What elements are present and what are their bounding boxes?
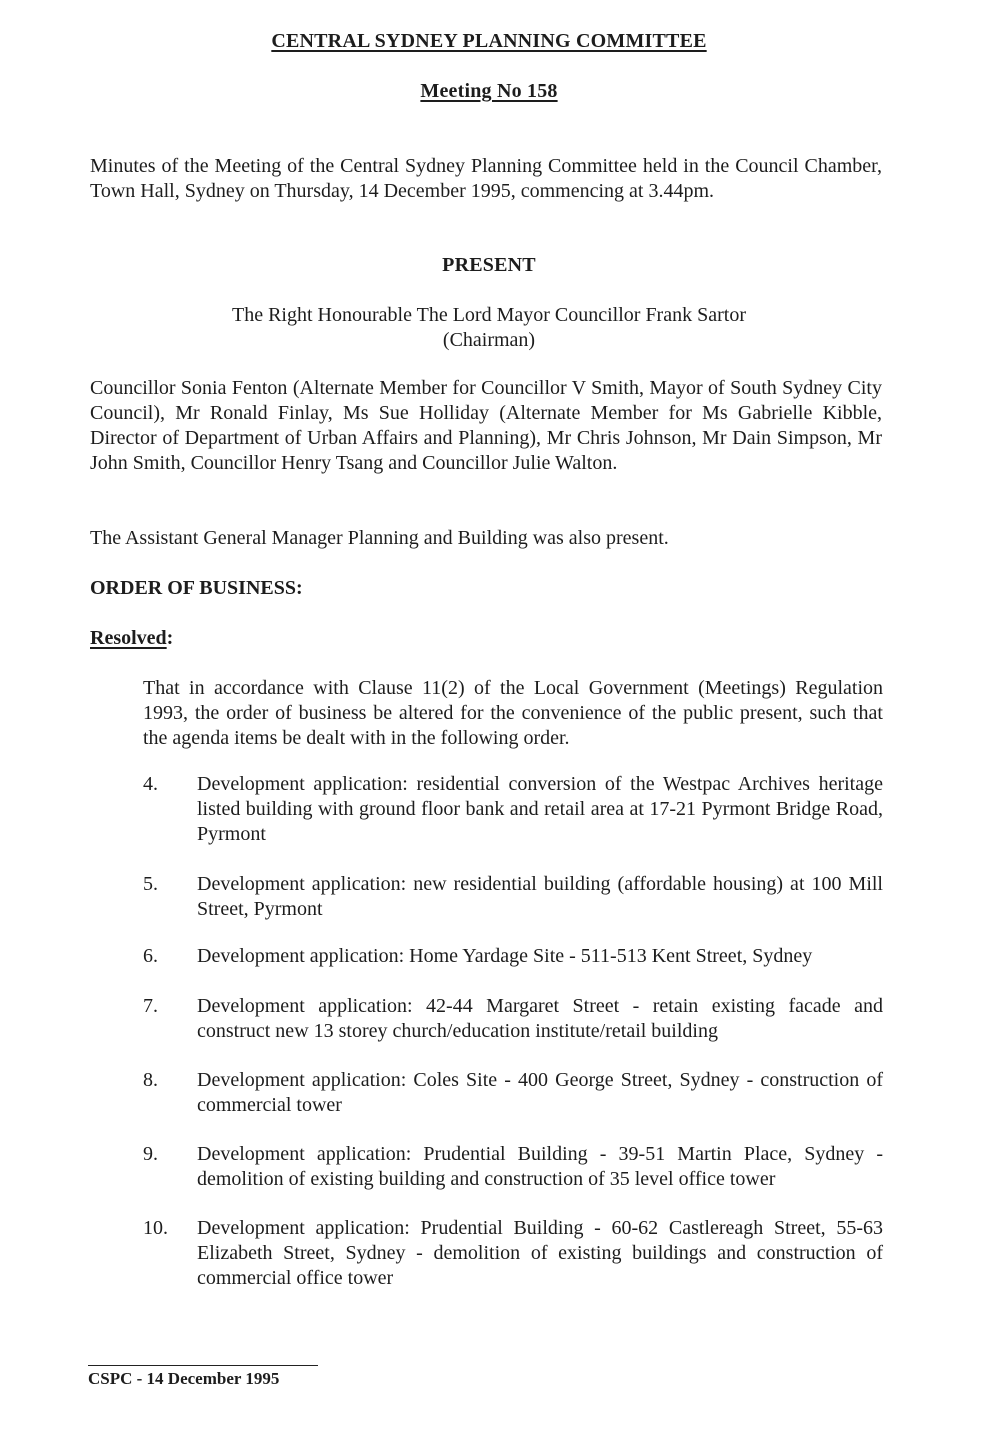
- agenda-item-number: 10.: [143, 1217, 168, 1239]
- present-heading: PRESENT: [442, 254, 536, 276]
- agenda-item-number: 5.: [143, 873, 158, 895]
- page-footer: CSPC - 14 December 1995: [88, 1369, 280, 1388]
- resolved-text: Resolved: [90, 627, 167, 649]
- agenda-item-number: 9.: [143, 1143, 158, 1165]
- agenda-item-number: 8.: [143, 1069, 158, 1091]
- footer-divider: [88, 1365, 318, 1366]
- agenda-item-text: Development application: Prudential Building - 60-62 Castlereagh Street, 55-63 Elizabeth Street, Sydney - demolition of existing buildings and construction of commercial office tower: [197, 1217, 883, 1289]
- agenda-item-number: 4.: [143, 773, 158, 795]
- agenda-item-text: Development application: 42-44 Margaret Street - retain existing facade and construct new 13 storey church/education institute/retail building: [197, 995, 883, 1042]
- resolved-colon: :: [166, 627, 174, 649]
- resolved-label: [90, 626, 290, 651]
- intro-paragraph: Minutes of the Meeting of the Central Sydney Planning Committee held in the Council Chamber, Town Hall, Sydney on Thursday, 14 December 1995, commencing at 3.44pm.: [90, 155, 882, 202]
- chairman-name: The Right Honourable The Lord Mayor Councillor Frank Sartor: [232, 304, 746, 326]
- agenda-item-text: Development application: Coles Site - 400 George Street, Sydney - construction of commercial tower: [197, 1069, 883, 1116]
- agenda-item-number: 7.: [143, 995, 158, 1017]
- meeting-number: Meeting No 158: [420, 80, 558, 102]
- also-present: The Assistant General Manager Planning and Building was also present.: [90, 527, 669, 549]
- agenda-item-text: Development application: new residential building (affordable housing) at 100 Mill Street, Pyrmont: [197, 873, 883, 920]
- order-of-business-heading: ORDER OF BUSINESS:: [90, 577, 303, 599]
- committee-title: CENTRAL SYDNEY PLANNING COMMITTEE: [271, 30, 707, 52]
- agenda-item-text: Development application: Home Yardage Site - 511-513 Kent Street, Sydney: [197, 945, 813, 967]
- agenda-item-text: Development application: residential conversion of the Westpac Archives heritage listed building with ground floor bank and retail area at 17-21 Pyrmont Bridge Road, Pyrmont: [197, 773, 883, 845]
- agenda-item-number: 6.: [143, 945, 158, 967]
- resolution-text: That in accordance with Clause 11(2) of the Local Government (Meetings) Regulation 1993, the order of business be altered for the convenience of the public present, such that the agenda items be dealt with in the following order.: [143, 677, 883, 749]
- chairman-role: (Chairman): [442, 329, 536, 351]
- members-present: Councillor Sonia Fenton (Alternate Member for Councillor V Smith, Mayor of South Sydney City Council), Mr Ronald Finlay, Ms Sue Holliday (Alternate Member for Ms Gabrielle Kibble, Director of Department of Urban Affairs and Planning), Mr Chris Johnson, Mr Dain Simpson, Mr John Smith, Councillor Henry Tsang and Councillor Julie Walton.: [90, 377, 882, 474]
- agenda-item-text: Development application: Prudential Building - 39-51 Martin Place, Sydney - demolition of existing building and construction of 35 level office tower: [197, 1143, 883, 1190]
